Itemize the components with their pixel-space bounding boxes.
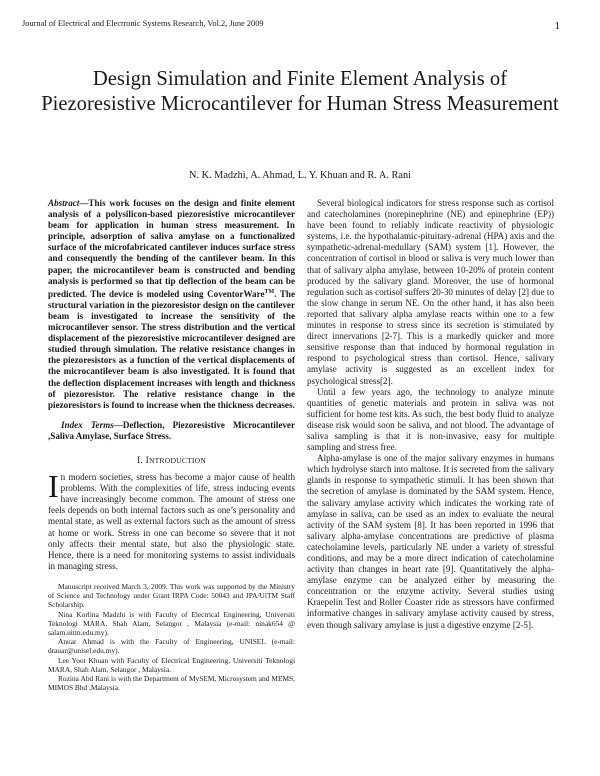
abstract <box>48 198 295 411</box>
body-paragraph-3: Alpha-amylase is one of the major salivary enzymes in humans which hydrolyse starch into maltose. It is secreted from the salivary glands in response to sympathetic stimuli. It has been shown that the secretion of amylase is dominated by the SAM system. Hence, the salivary amylase activity which indicates the working rate of amylase in saliva, can be used as an index to evaluate the neural activity of the SAM system [8]. It has been reported in 1996 that salivary alpha-amylase concentrations are predictive of plasma catecholamine levels, particularly NE under a variety of stressful conditions, and may be a more direct indication of catecholamine activity than changes in heart rate [9]. Quantitatively the alpha-amylase enzyme can be analyzed either by measuring the concentration or the enzyme activity. Several studies using Kraepelin Test and Roller Coaster ride as stressors have confirmed informative changes in salivary amylase activity caused by stress, even though salivary amylase is just a digestive enzyme [2-5]. <box>307 453 554 630</box>
footnote-author-3: Lee Yoot Khuan with Faculty of Electrical Engineering, Universiti Teknologi MARA, Shah Alam, Selangor , Malaysia. <box>48 655 295 674</box>
index-terms-label: Index Terms <box>61 419 114 430</box>
section-title-first: I <box>145 455 149 466</box>
section-heading-introduction <box>48 455 295 466</box>
abstract-text: —This work focuses on the design and finite element analysis of a polysilicon-based piezoresistive microcantilever beam for application in human stress measurement. In principle, adsorption of saliva amylase on a functionalized surface of the microfabricated cantilever induces surface stress and consequently the bending of the cantilever beam. In this paper, the microcantilever beam is constructed and bending analysis is performed so that tip deflection of the beam can be predicted. The device is modeled using CoventorWare <box>48 198 295 299</box>
footnote-author-4: Rozina Abd Rani is with the Department of MySEM, Microsystem and MEMS, MIMOS Bhd ,Malaysia. <box>48 673 295 693</box>
body-paragraph-2: Until a few years ago, the technology to analyze minute quantities of genetic materials and protein in saliva was not sufficient for home test kits. As such, the best body fluid to analyze disease risk would soon be saliva, and not blood. The advantage of saliva sampling is that it is non-invasive, easy for multiple sampling and stress free. <box>307 386 554 453</box>
abstract-label: Abstract <box>48 198 80 208</box>
index-terms <box>48 420 295 442</box>
footnote-manuscript: Manuscript received March 3, 2009. This work was supported by the Ministry of Science and Technology under Grant IRPA Code: 50043 and JPA/UiTM Staff Scholarship. <box>48 581 295 610</box>
footnote-author-1: Nina Korlina Madzhi is with Faculty of Electrical Engineering, Universiti Teknologi MARA, Shah Alam, Selangor , Malaysia (e-mail: ninak654 @ salam.uitm.edu.my). <box>48 609 295 637</box>
journal-name: Journal of Electrical and Electronic Systems Research, Vol.2, June 2009 <box>22 19 264 28</box>
section-title-rest: NTRODUCTION <box>148 456 207 465</box>
footnote-author-2: Anuar Ahmad is with the Faculty of Engineering, UNISEL (e-mail: drauar@unisel.edu.my). <box>48 637 295 656</box>
body-paragraph-1: Several biological indicators for stress response such as cortisol and catecholamines (norepinephrine (NE) and epinephrine (EP)) have been found to reliably indicate reactivity of physiologic systems, i.e. the hypothalamic-pituitary-adrenal (HPA) axis and the sympathetic-adrenal-medullary (SAM) system [1]. However, the concentration of cortisol in blood or saliva is very much lower than that of salivary alpha amylase, between 10-20% of protein content produced by the salivary gland. Moreover, the use of hormonal regulation such as cortisol suffers 20-30 minutes of delay [2] due to the slow change in serum NE. On the other hand, it has also been reported that salivary alpha amylase reacts within one to a few minutes in response to stress since its secretion is stimulated by direct innervations [2-7]. This is a markedly quicker and more sensitive response than that induced by hormonal regulation in respond to psychological stress than cortisol. Hence, salivary amylase activity is suggested as an excellent index for psychological stress[2]. <box>307 198 554 386</box>
drop-cap: I <box>48 468 59 505</box>
paper-title: Design Simulation and Finite Element Analysis of Piezoresistive Microcantilever for Human Stress Measurement <box>41 68 559 115</box>
section-title <box>146 455 206 466</box>
left-column <box>48 198 295 692</box>
section-numeral: I. <box>136 455 143 466</box>
introduction-paragraph-1 <box>48 468 295 572</box>
page-number: 1 <box>554 20 560 32</box>
index-terms-text: —Deflection, Piezoresistive Microcantilever ,Saliva Amylase, Surface Stress. <box>48 419 295 441</box>
footnotes <box>48 582 295 692</box>
introduction-paragraph-text: n modern societies, stress has become a major cause of health problems. With the complexities of life, stress inducing events have increasingly become common. The amount of stress one feels depends on both internal factors such as one’s personality and mental state, as well as external factors such as the amount of stress at home or work. Stress in one can become so severe that it not only affects their mental state, but also the physiologic state. Hence, there is a need for monitoring systems to assist individuals in managing stress. <box>48 472 295 571</box>
running-header <box>22 19 560 32</box>
right-column <box>307 198 554 631</box>
trademark-superscript: TM <box>264 288 275 295</box>
abstract-text-continued: . The structural variation in the piezoresistor design on the cantilever beam is investigated to increase the sensitivity of the microcantilever sensor. The stress distribution and the vertical displacement of the piezoresistive microcantilever designed are studied through simulation. The relative resistance changes in the piezoresistors as a function of the vertical displacements of the microcantilever beam is also investigated. It is found that the deflection displacement increases with length and thickness of piezoresistor. The relative resistance change in the piezoresistors is found to increase when the thickness decreases. <box>48 288 295 410</box>
author-list: N. K. Madzhi, A. Ahmad, L. Y. Khuan and R. A. Rani <box>189 170 411 181</box>
